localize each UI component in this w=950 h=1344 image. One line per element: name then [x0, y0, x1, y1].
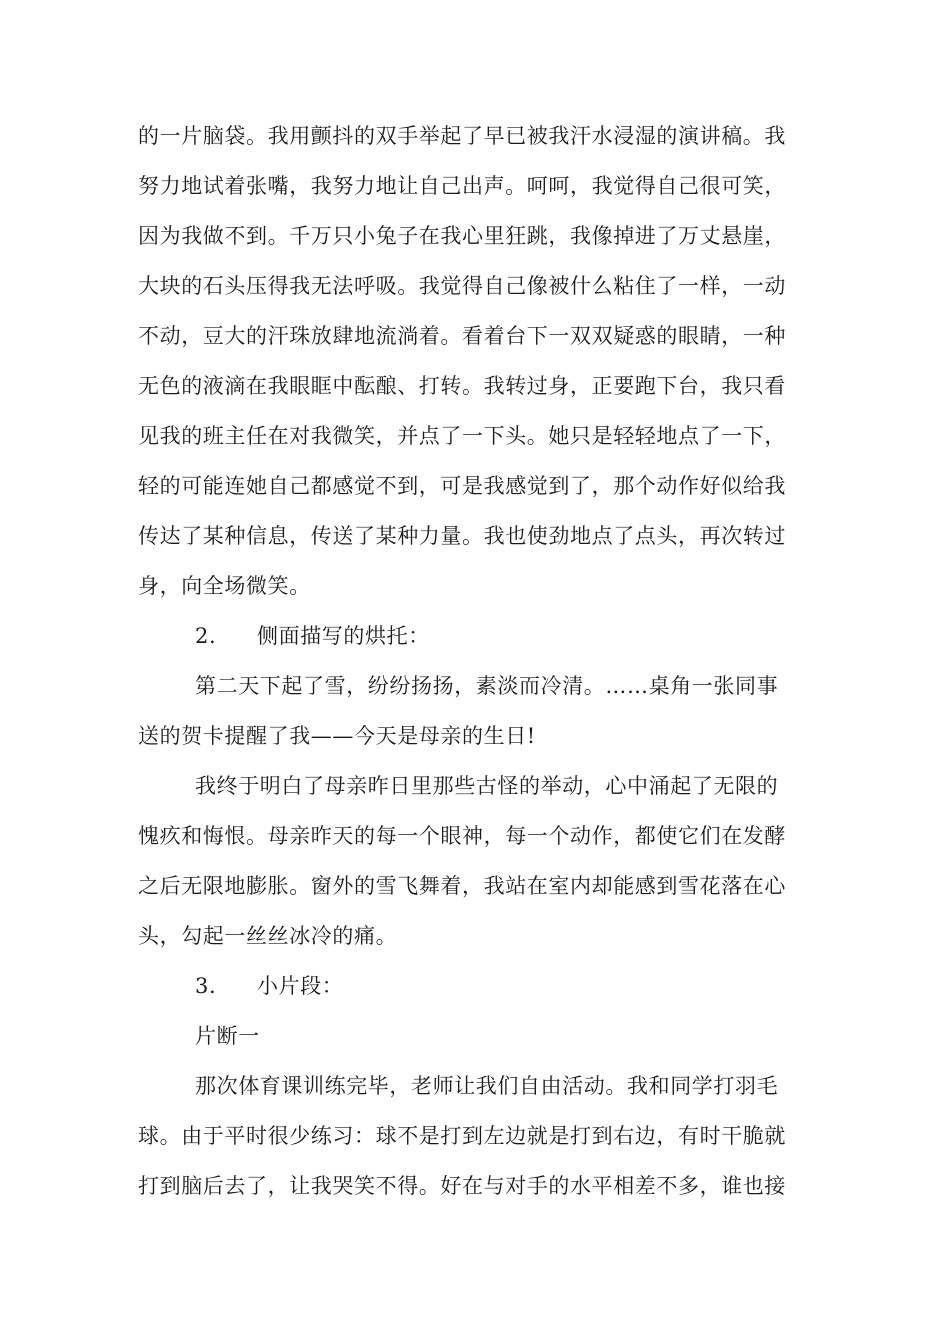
section-title: 小片段：	[257, 974, 344, 998]
paragraph-3	[138, 761, 822, 961]
document-page	[138, 111, 822, 1211]
text-line: 努力地试着张嘴，我努力地让自己出声。呵呵，我觉得自己很可笑，	[138, 174, 786, 198]
text-line: 传达了某种信息，传送了某种力量。我也使劲地点了点头，再次转过	[138, 524, 786, 548]
text-line: 不动，豆大的汗珠放肆地流淌着。看着台下一双双疑惑的眼睛，一种	[138, 324, 786, 348]
text-line: 大块的石头压得我无法呼吸。我觉得自己像被什么粘住了一样，一动	[138, 274, 786, 298]
text-line: 见我的班主任在对我微笑，并点了一下头。她只是轻轻地点了一下，	[138, 424, 786, 448]
section-number: 2.	[195, 624, 217, 648]
paragraph-2	[138, 661, 822, 761]
text-line: 身，向全场微笑。	[138, 574, 311, 598]
section-heading-3	[138, 961, 822, 1011]
text-line: 因为我做不到。千万只小兔子在我心里狂跳，我像掉进了万丈悬崖，	[138, 224, 786, 248]
text-line: 打到脑后去了，让我哭笑不得。好在与对手的水平相差不多，谁也接	[138, 1174, 786, 1198]
text-line: 之后无限地膨胀。窗外的雪飞舞着，我站在室内却能感到雪花落在心	[138, 874, 786, 898]
text-line: 送的贺卡提醒了我——今天是母亲的生日!	[138, 724, 536, 748]
text-line: 头，勾起一丝丝冰冷的痛。	[138, 924, 398, 948]
text-line: 那次体育课训练完毕，老师让我们自由活动。我和同学打羽毛	[195, 1074, 779, 1098]
text-line: 我终于明白了母亲昨日里那些古怪的举动，心中涌起了无限的	[195, 774, 779, 798]
section-number: 3.	[195, 974, 217, 998]
section-title: 侧面描写的烘托：	[257, 624, 430, 648]
text-line: 第二天下起了雪，纷纷扬扬，素淡而冷清。……桌角一张同事	[195, 674, 779, 698]
text-line: 的一片脑袋。我用颤抖的双手举起了早已被我汗水浸湿的演讲稿。我	[138, 124, 786, 148]
section-heading-2	[138, 611, 822, 661]
text-line: 愧疚和悔恨。母亲昨天的每一个眼神，每一个动作，都使它们在发酵	[138, 824, 786, 848]
paragraph-4	[138, 1061, 822, 1211]
text-line: 球。由于平时很少练习：球不是打到左边就是打到右边，有时干脆就	[138, 1124, 786, 1148]
text-line: 轻的可能连她自己都感觉不到，可是我感觉到了，那个动作好似给我	[138, 474, 786, 498]
paragraph-1	[138, 111, 822, 611]
text-line: 无色的液滴在我眼眶中酝酿、打转。我转过身，正要跑下台，我只看	[138, 374, 786, 398]
fragment-title: 片断一	[195, 1024, 260, 1048]
